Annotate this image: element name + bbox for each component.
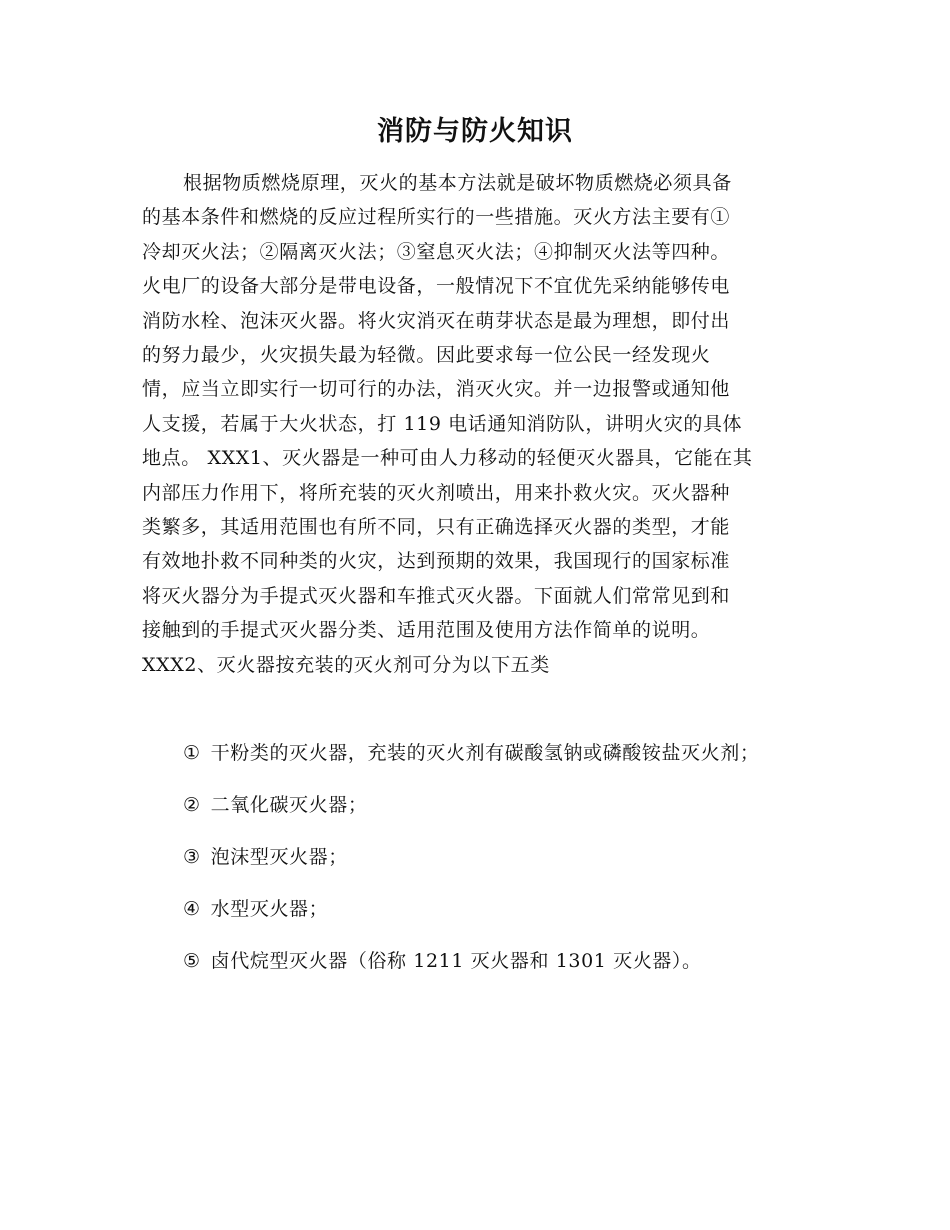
paragraph-line: 火电厂的设备大部分是带电设备，一般情况下不宜优先采纳能够传电 [142, 275, 731, 298]
list-item [142, 944, 806, 978]
paragraph-line: 内部压力作用下，将所充装的灭火剂喷出，用来扑救火灾。灭火器种 [142, 481, 731, 504]
list-item-number: ④ [183, 898, 201, 920]
list-item [142, 788, 806, 822]
paragraph-line: XXX2、灭火器按充装的灭火剂可分为以下五类 [142, 653, 550, 676]
list-item-text: 干粉类的灭火器，充装的灭火剂有碳酸氢钠或磷酸铵盐灭火剂； [210, 742, 760, 764]
paragraph-line: 有效地扑救不同种类的火灾，达到预期的效果，我国现行的国家标准 [142, 550, 731, 573]
list-item-number: ③ [183, 846, 201, 868]
paragraph-line: 地点。 XXX1、灭火器是一种可由人力移动的轻便灭火器具，它能在其 [142, 447, 753, 470]
paragraph-line: 情，应当立即实行一切可行的办法，消灭火灾。并一边报警或通知他 [142, 378, 731, 401]
page-title: 消防与防火知识 [377, 116, 573, 147]
paragraph-line: 的努力最少，火灾损失最为轻微。因此要求每一位公民一经发现火 [142, 344, 711, 367]
list-item-text: 卤代烷型灭火器（俗称 1211 灭火器和 1301 灭火器）。 [210, 950, 702, 972]
paragraph-line: 将灭火器分为手提式灭火器和车推式灭火器。下面就人们常常见到和 [142, 584, 731, 607]
paragraph-line: 根据物质燃烧原理，灭火的基本方法就是破坏物质燃烧必须具备 [183, 172, 732, 194]
paragraph-line: 人支援，若属于大火状态，打 119 电话通知消防队，讲明火灾的具体 [142, 412, 743, 435]
list-item [142, 892, 806, 926]
list-item-text: 水型灭火器； [210, 898, 329, 920]
list-item-text: 二氧化碳灭火器； [210, 794, 368, 816]
list-item [142, 736, 806, 770]
paragraph-line: 接触到的手提式灭火器分类、适用范围及使用方法作简单的说明。 [142, 619, 711, 642]
paragraph-line: 类繁多，其适用范围也有所不同，只有正确选择灭火器的类型，才能 [142, 516, 731, 539]
list-item [142, 840, 806, 874]
list-item-number: ⑤ [183, 950, 201, 972]
extinguisher-type-list [142, 736, 806, 996]
body-paragraph [142, 166, 806, 682]
paragraph-line: 消防水栓、泡沫灭火器。将火灾消灭在萌芽状态是最为理想，即付出 [142, 309, 731, 332]
list-item-text: 泡沫型灭火器； [210, 846, 348, 868]
list-item-number: ② [183, 794, 201, 816]
list-item-number: ① [183, 742, 201, 764]
paragraph-line: 的基本条件和燃烧的反应过程所实行的一些措施。灭火方法主要有① [142, 206, 731, 229]
paragraph-line: 冷却灭火法；②隔离灭火法；③窒息灭火法；④抑制灭火法等四种。 [142, 240, 731, 263]
